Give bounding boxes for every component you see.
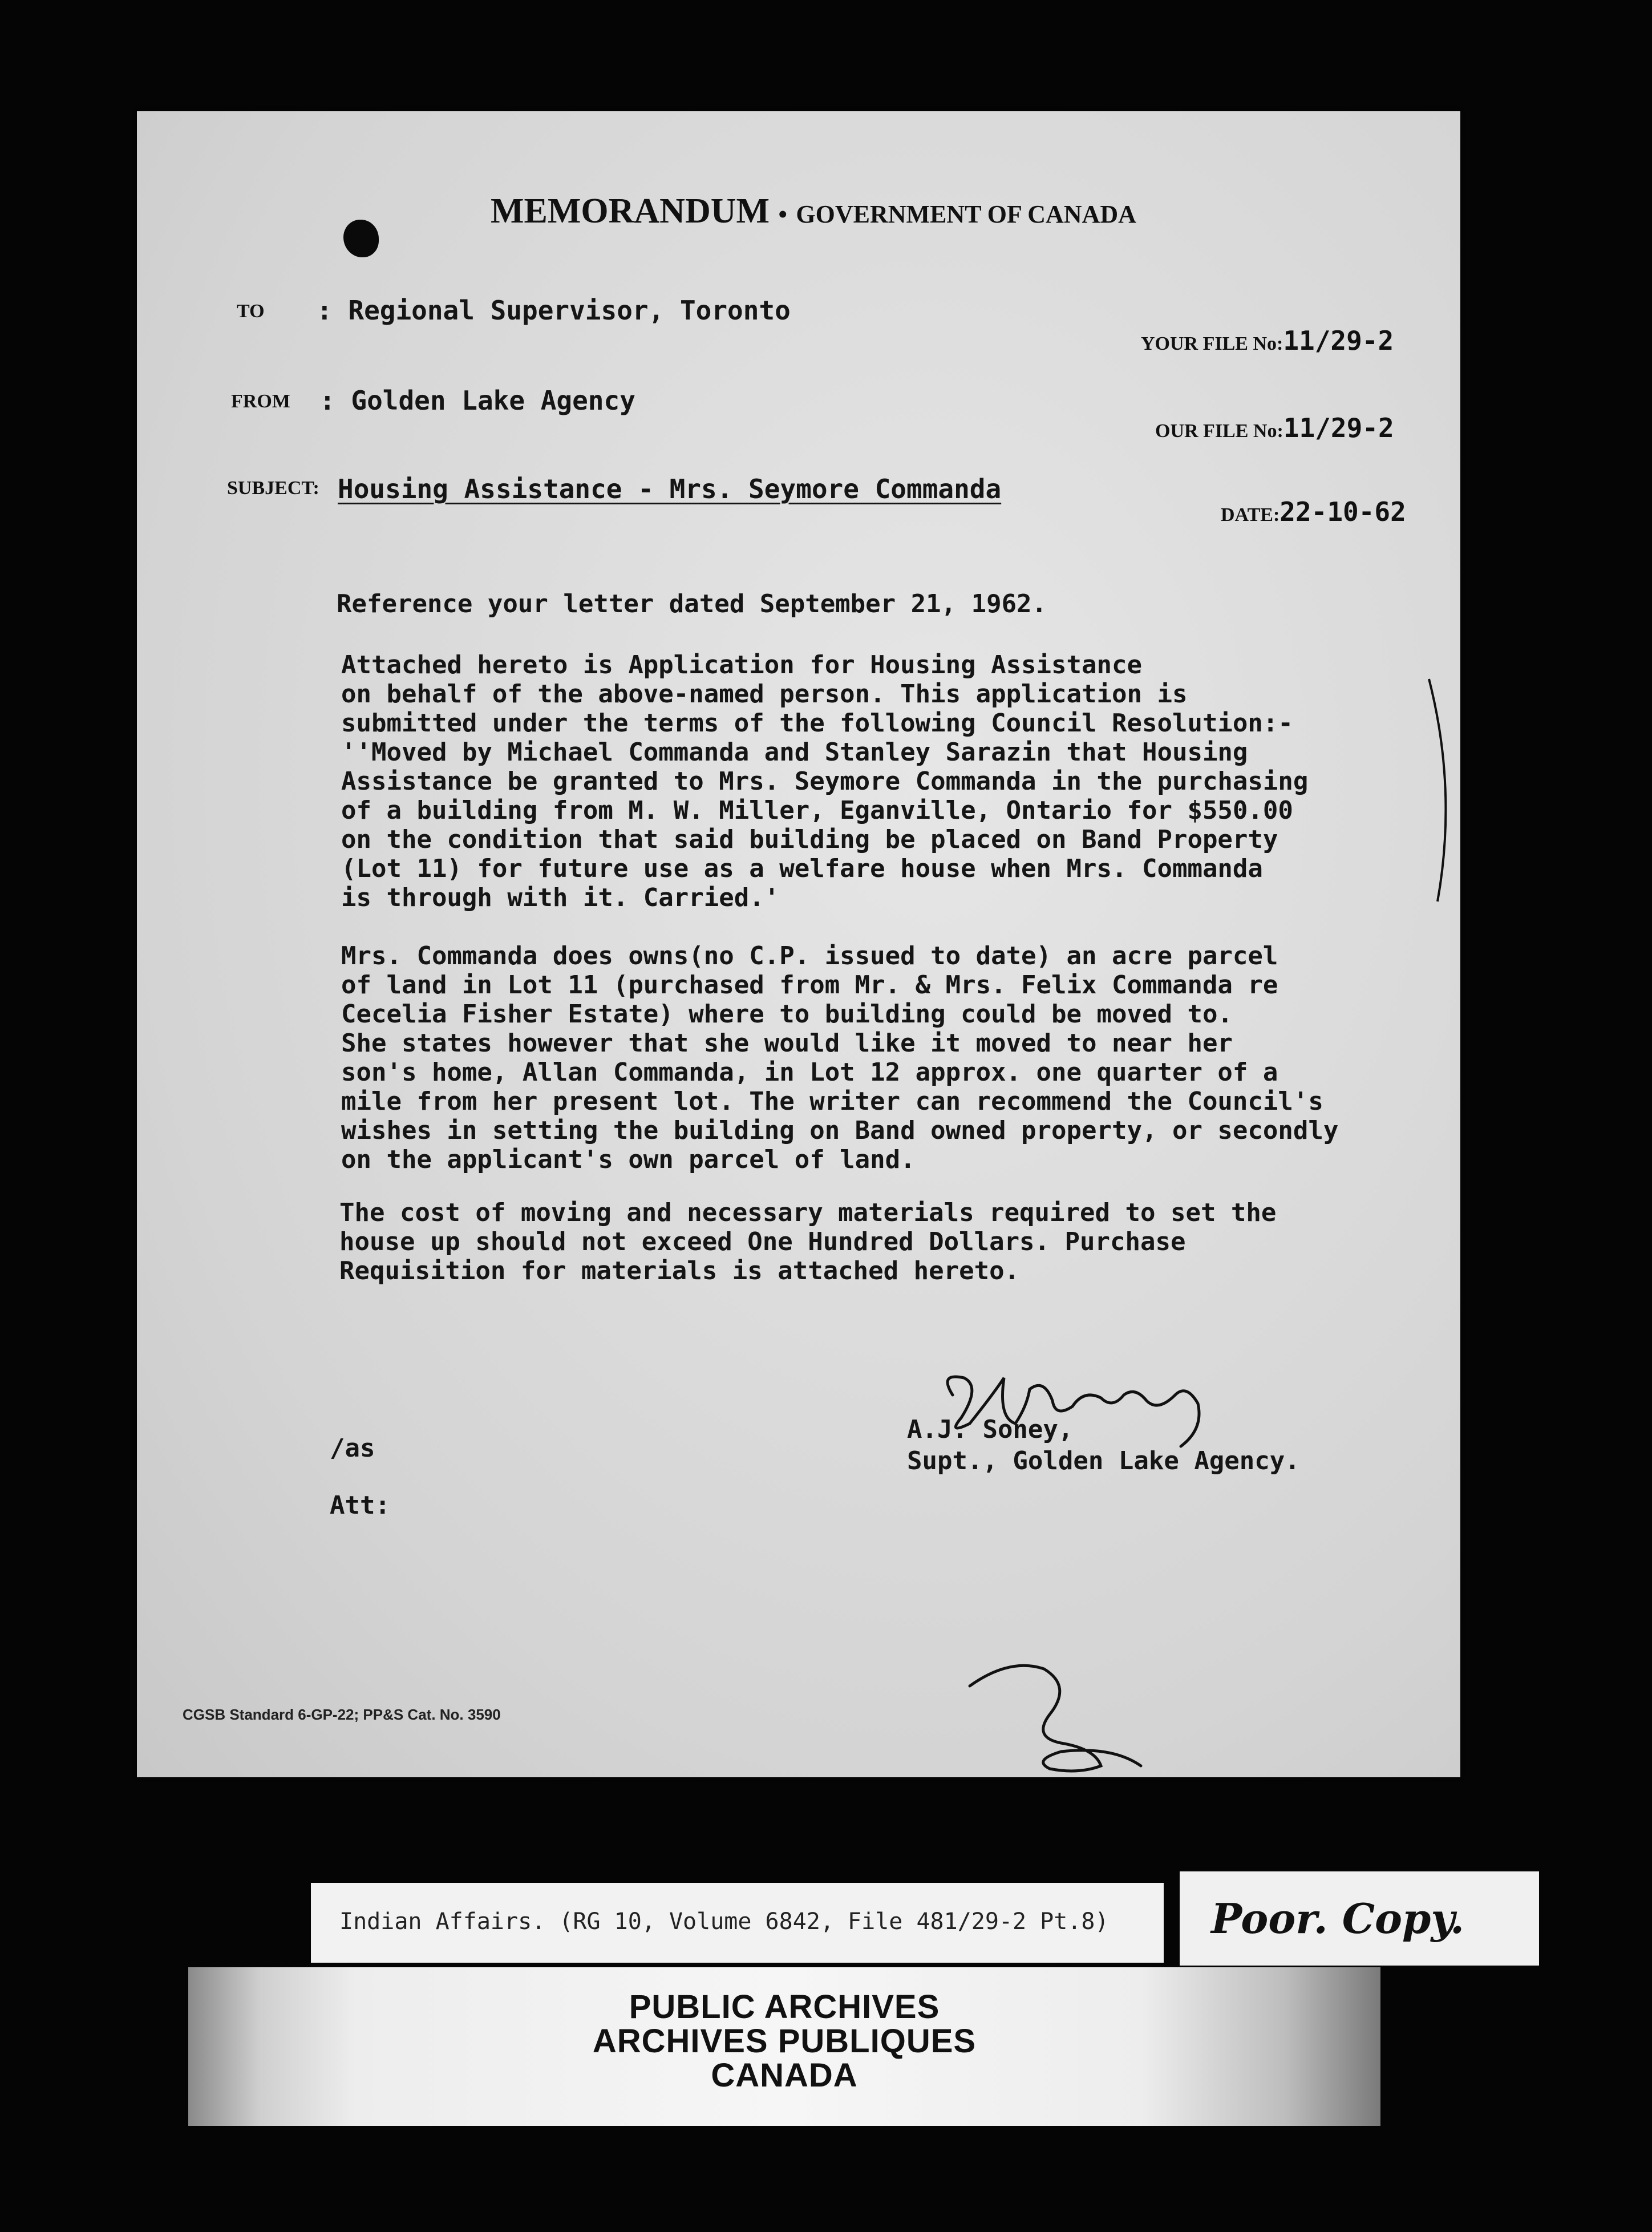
header-government: GOVERNMENT OF CANADA bbox=[796, 200, 1136, 228]
para1-line: (Lot 11) for future use as a welfare house when Mrs. Commanda bbox=[341, 854, 1263, 883]
to-label: TO bbox=[237, 301, 265, 322]
handwritten-mark bbox=[964, 1652, 1192, 1777]
para2-line: mile from her present lot. The writer can recommend the Council's bbox=[341, 1087, 1323, 1116]
para1-line: Attached hereto is Application for Housing Assistance bbox=[341, 650, 1142, 680]
margin-bracket-mark bbox=[1426, 676, 1460, 904]
para1-line: of a building from M. W. Miller, Eganville, Ontario for $550.00 bbox=[341, 796, 1293, 825]
date-value: 22-10-62 bbox=[1280, 496, 1406, 527]
punch-hole bbox=[343, 220, 379, 257]
para2-line: son's home, Allan Commanda, in Lot 12 approx. one quarter of a bbox=[341, 1058, 1278, 1087]
reference-text: Indian Affairs. (RG 10, Volume 6842, File 481/29-2 Pt.8) bbox=[339, 1908, 1109, 1935]
para2-line: wishes in setting the building on Band owned property, or secondly bbox=[341, 1116, 1339, 1145]
archives-line-2: ARCHIVES PUBLIQUES bbox=[592, 2023, 977, 2060]
poor-copy-text: Poor. Copy. bbox=[1211, 1894, 1465, 1943]
para3-line: The cost of moving and necessary materials required to set the bbox=[339, 1198, 1277, 1227]
para2-line: She states however that she would like it moved to near her bbox=[341, 1029, 1233, 1058]
para2-line: Cecelia Fisher Estate) where to building could be moved to. bbox=[341, 1000, 1233, 1029]
your-file bbox=[1141, 325, 1394, 356]
attachment-label: Att: bbox=[330, 1491, 390, 1520]
para2-line: of land in Lot 11 (purchased from Mr. & Mrs. Felix Commanda re bbox=[341, 971, 1278, 1000]
archives-stamp bbox=[188, 1967, 1380, 2126]
para1-line: on behalf of the above-named person. This application is bbox=[341, 680, 1188, 709]
reference-strip bbox=[311, 1883, 1164, 1963]
your-file-label: YOUR FILE No: bbox=[1141, 333, 1283, 354]
your-file-value: 11/29-2 bbox=[1283, 325, 1394, 356]
para3-line: house up should not exceed One Hundred Dollars. Purchase bbox=[339, 1227, 1186, 1256]
para2-line: Mrs. Commanda does owns(no C.P. issued to date) an acre parcel bbox=[341, 941, 1278, 971]
our-file bbox=[1155, 413, 1394, 443]
para2-line: on the applicant's own parcel of land. bbox=[341, 1145, 916, 1174]
subject-value: Housing Assistance - Mrs. Seymore Commanda bbox=[338, 474, 1002, 504]
paragraph-3 bbox=[339, 1198, 1276, 1285]
memo-page bbox=[137, 111, 1460, 1777]
para1-line: is through with it. Carried.' bbox=[341, 883, 780, 912]
header-bullet: • bbox=[778, 200, 787, 228]
typist-initials: /as bbox=[330, 1434, 375, 1463]
date bbox=[1221, 496, 1406, 527]
poor-copy-note bbox=[1180, 1871, 1539, 1966]
signatory-name: A.J. Soney, bbox=[907, 1415, 1074, 1444]
paragraph-1 bbox=[341, 650, 1308, 912]
para3-line: Requisition for materials is attached hereto. bbox=[339, 1256, 1020, 1285]
from-value: : Golden Lake Agency bbox=[319, 385, 635, 416]
para1-line: submitted under the terms of the following Council Resolution:- bbox=[341, 709, 1293, 738]
signatory-title: Supt., Golden Lake Agency. bbox=[907, 1446, 1300, 1475]
memo-header bbox=[491, 191, 1136, 232]
our-file-label: OUR FILE No: bbox=[1155, 420, 1283, 442]
archives-text bbox=[188, 1990, 1380, 2093]
archives-line-3: CANADA bbox=[711, 2057, 858, 2094]
from-label: FROM bbox=[231, 391, 290, 412]
our-file-value: 11/29-2 bbox=[1283, 413, 1394, 443]
para1-line: Assistance be granted to Mrs. Seymore Commanda in the purchasing bbox=[341, 767, 1309, 796]
para1-line: on the condition that said building be placed on Band Property bbox=[341, 825, 1278, 854]
to-value: : Regional Supervisor, Toronto bbox=[317, 295, 791, 326]
para1-line: ''Moved by Michael Commanda and Stanley Sarazin that Housing bbox=[341, 738, 1248, 767]
date-label: DATE: bbox=[1221, 504, 1280, 525]
paragraph-2 bbox=[341, 941, 1338, 1174]
reference-line: Reference your letter dated September 21, 1962. bbox=[337, 589, 1047, 618]
archives-line-1: PUBLIC ARCHIVES bbox=[629, 1988, 940, 2025]
form-footer: CGSB Standard 6-GP-22; PP&S Cat. No. 3590 bbox=[183, 1706, 501, 1723]
memo-title: MEMORANDUM bbox=[491, 192, 770, 231]
subject-label: SUBJECT: bbox=[227, 478, 319, 499]
